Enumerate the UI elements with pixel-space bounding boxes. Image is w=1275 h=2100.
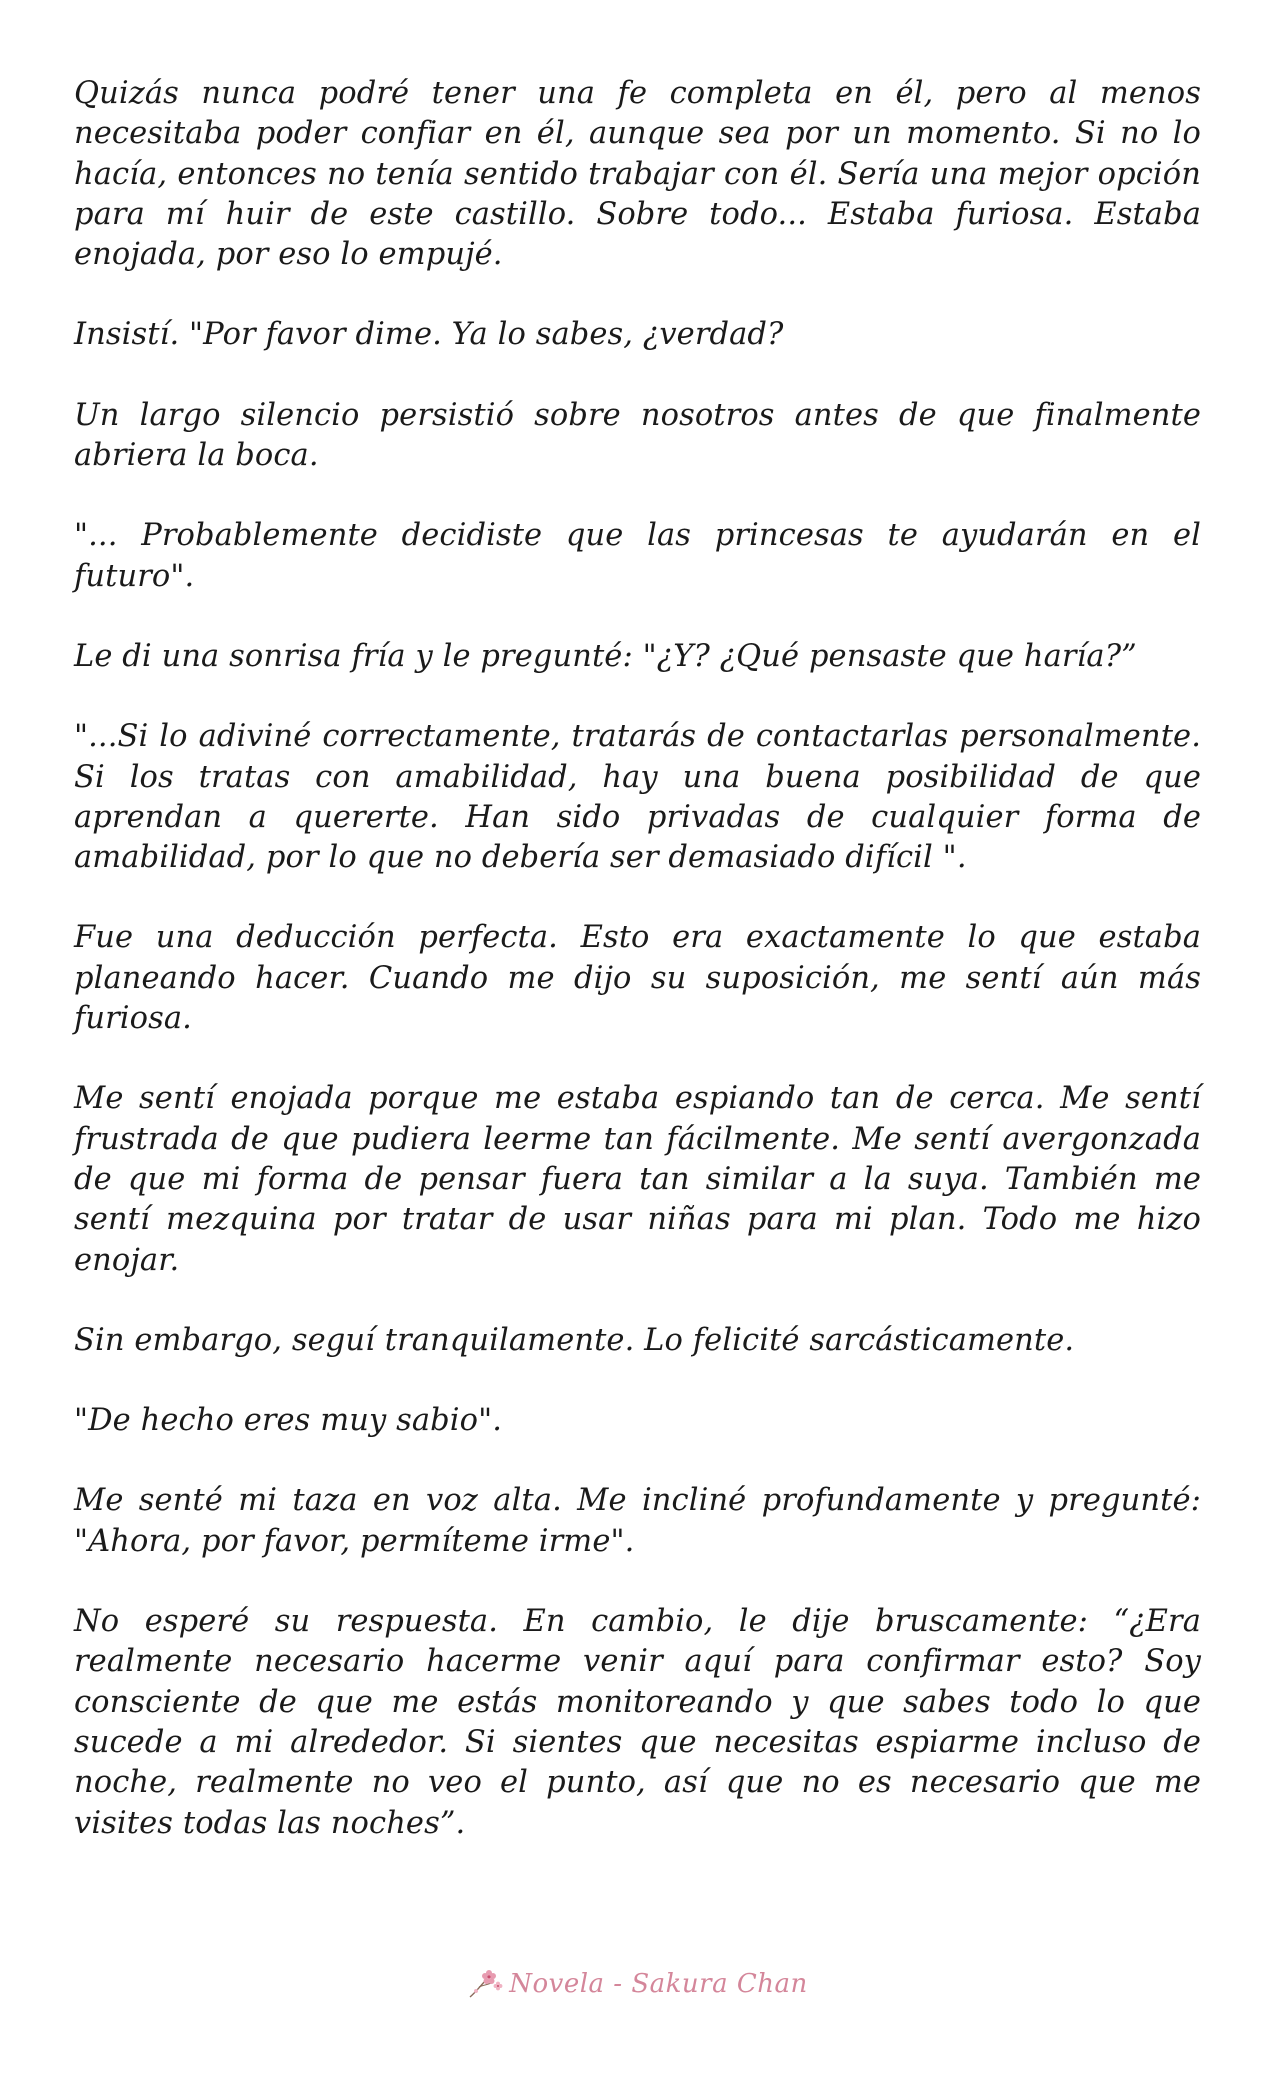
document-body [74, 74, 1201, 1884]
watermark-text: Novela - Sakura Chan [509, 1969, 808, 1999]
footer-watermark [0, 1962, 1275, 2006]
paragraph: No esperé su respuesta. En cambio, le dije bruscamente: “¿Era realmente necesario hacerme venir aquí para confirmar esto? Soy consciente de que me estás monitoreando y que sabes todo lo que sucede a mi alrededor. Si sientes que necesitas espiarme incluso de noche, realmente no veo el punto, así que no es necesario que me visites todas las noches”. [74, 1604, 1201, 1841]
paragraph: Me sentí enojada porque me estaba espiando tan de cerca. Me sentí frustrada de que pudiera leerme tan fácilmente. Me sentí avergonzada de que mi forma de pensar fuera tan similar a la suya. También me sentí mezquina por tratar de usar niñas para mi plan. Todo me hizo enojar. [74, 1081, 1201, 1278]
paragraph: Le di una sonrisa fría y le pregunté: "¿Y? ¿Qué pensaste que haría?” [74, 638, 1137, 674]
paragraph: Insistí. "Por favor dime. Ya lo sabes, ¿verdad? [74, 317, 784, 353]
paragraph: Me senté mi taza en voz alta. Me incliné profundamente y pregunté: "Ahora, por favor, permíteme irme". [74, 1483, 1201, 1559]
paragraph: Fue una deducción perfecta. Esto era exactamente lo que estaba planeando hacer. Cuando me dijo su suposición, me sentí aún más furiosa. [74, 920, 1201, 1037]
sakura-blossom-icon [467, 1967, 505, 2001]
paragraph: "...Si lo adiviné correctamente, tratarás de contactarlas personalmente. Si los tratas con amabilidad, hay una buena posibilidad de que aprendan a quererte. Han sido privadas de cualquier forma de amabilidad, por lo que no debería ser demasiado difícil ". [74, 719, 1201, 876]
paragraph: "... Probablemente decidiste que las princesas te ayudarán en el futuro". [74, 518, 1201, 594]
paragraph: Sin embargo, seguí tranquilamente. Lo felicité sarcásticamente. [74, 1322, 1075, 1358]
paragraph: "De hecho eres muy sabio". [74, 1403, 503, 1439]
paragraph: Quizás nunca podré tener una fe completa en él, pero al menos necesitaba poder confiar en él, aunque sea por un momento. Si no lo hacía, entonces no tenía sentido trabajar con él. Sería una mejor opción para mí huir de este castillo. Sobre todo... Estaba furiosa. Estaba enojada, por eso lo empujé. [74, 76, 1201, 273]
watermark [467, 1967, 808, 2001]
paragraph: Un largo silencio persistió sobre nosotros antes de que finalmente abriera la boca. [74, 397, 1201, 474]
